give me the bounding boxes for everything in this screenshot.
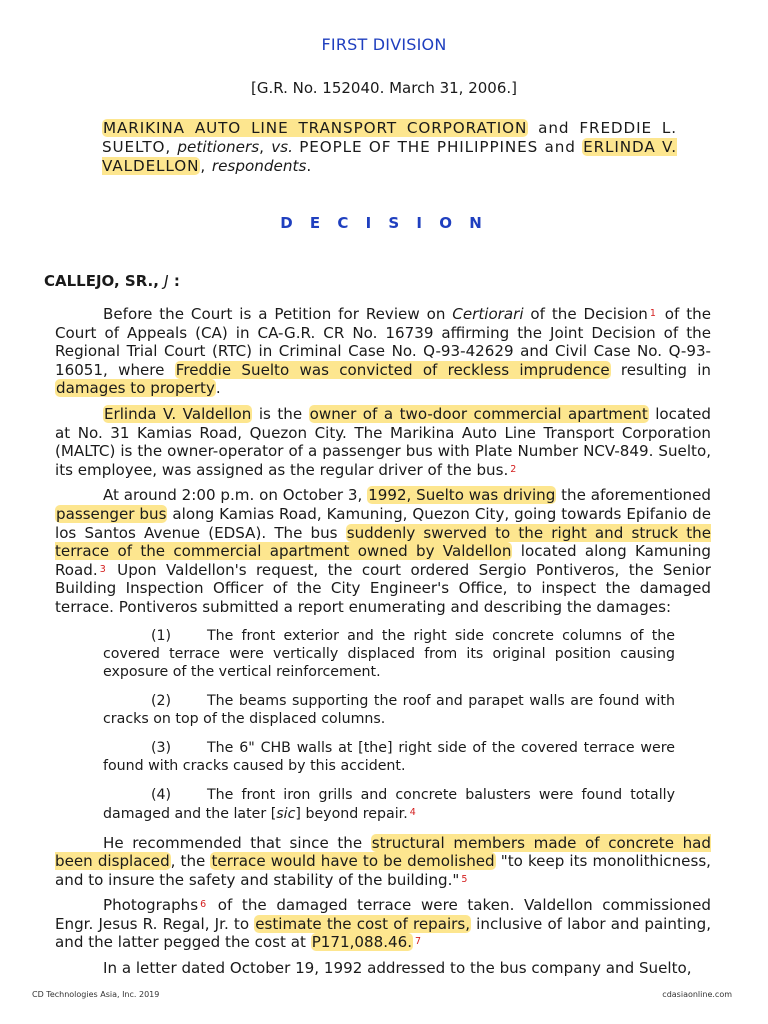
case-number: [G.R. No. 152040. March 31, 2006.] <box>250 79 518 97</box>
ponente: CALLEJO, SR., J : <box>44 272 180 290</box>
caption-respondents-label: respondents <box>211 157 307 175</box>
division-heading: FIRST DIVISION <box>321 35 447 54</box>
highlight[interactable]: estimate the cost of repairs, <box>255 914 471 933</box>
highlight-respondent-name[interactable]: ERLINDA V. VALDELLON <box>102 138 677 175</box>
caption-text: PEOPLE OF THE PHILIPPINES and <box>292 138 583 156</box>
caption-vs: vs. <box>271 138 293 156</box>
caption-text: and FREDDIE L. SUELTO, <box>102 119 677 156</box>
caption-petitioners-label: petitioners <box>177 138 260 156</box>
highlight[interactable]: Erlinda V. Valdellon <box>104 404 252 423</box>
highlight[interactable]: suddenly swerved to the right and struck the terrace of the commercial apartment owned by Valdellon <box>55 523 711 561</box>
footer-site: cdasiaonline.com <box>662 990 732 999</box>
paragraph-6: In a letter dated October 19, 1992 addressed to the bus company and Suelto, <box>103 959 692 978</box>
highlight[interactable]: P171,088.46. <box>311 933 413 952</box>
footnote-link[interactable]: 2 <box>510 463 517 475</box>
decision-body <box>55 305 711 985</box>
footnote-link[interactable]: 3 <box>99 563 106 575</box>
paragraph-3: At around 2:00 p.m. on October 3, 1992, Suelto was driving the aforementioned passenger bus along Kamias Road, Kamuning, Quezon City, going towards Epifanio de los Santos Avenue (EDSA). The bus suddenly swerved to the right and struck the terrace of the commercial apartment owned by Valdellon located along Kamuning Road. 3 Upon Valdellon's request, the court ordered Sergio Pontiveros, the Senior Building Inspection Officer of the City Engineer's Office, to inspect the damaged terrace. Pontiveros submitted a report enumerating and describing the damages: <box>55 486 712 616</box>
paragraph-5: Photographs 6 of the damaged terrace were taken. Valdellon commissioned Engr. Jesus R. Regal, Jr. to estimate the cost of repairs, inclusive of labor and painting, and the latter pegged the cost at P171,088.46. 7 <box>55 896 712 952</box>
ponente-name: CALLEJO, SR., <box>44 272 165 290</box>
list-item: (3) The 6" CHB walls at [the] right side of the covered terrace were found with cracks caused by this accident. <box>103 739 675 774</box>
highlight[interactable]: Freddie Suelto was convicted of reckless imprudence <box>175 360 610 379</box>
highlight-petitioner-company[interactable]: MARIKINA AUTO LINE TRANSPORT CORPORATION <box>103 119 528 137</box>
footnote-link[interactable]: 7 <box>415 936 422 948</box>
highlight[interactable]: structural members made of concrete had been displaced <box>55 833 711 871</box>
ponente-title: J <box>164 272 169 290</box>
decision-heading: D E C I S I O N <box>280 214 488 232</box>
footer-copyright: CD Technologies Asia, Inc. 2019 <box>32 990 160 999</box>
paragraph-1: Before the Court is a Petition for Review on Certiorari of the Decision 1 of the Court of Appeals (CA) in CA-G.R. CR No. 16739 affirming the Joint Decision of the Regional Trial Court (RTC) in Criminal Case No. Q-93-42629 and Civil Case No. Q-93-16051, where Freddie Suelto was convicted of reckless imprudence resulting in damages to property. <box>55 305 711 398</box>
paragraph-2: Erlinda V. Valdellon is the owner of a two-door commercial apartment located at No. 31 Kamias Road, Quezon City. The Marikina Auto Line Transport Corporation (MALTC) is the owner-operator of a passenger bus with Plate Number NCV-849. Suelto, its employee, was assigned as the regular driver of the bus. 2 <box>55 404 712 479</box>
highlight[interactable]: 1992, Suelto was driving <box>368 486 556 505</box>
damage-list <box>55 627 675 823</box>
list-item: (4) The front iron grills and concrete balusters were found totally damaged and the later [sic] beyond repair. $^4$ <box>103 786 675 822</box>
list-item: (1) The front exterior and the right side concrete columns of the covered terrace were vertically displaced from its original position causing exposure of the vertical reinforcement. <box>103 627 675 680</box>
footnote-link[interactable]: 6 <box>200 899 207 911</box>
paragraph-4: He recommended that since the structural members made of concrete had been displaced, the terrace would have to be demolished "to keep its monolithicness, and to insure the safety and stability of the building." 5 <box>55 833 711 889</box>
case-caption: MARIKINA AUTO LINE TRANSPORT CORPORATION and FREDDIE L. SUELTO, petitioners, vs. PEOPLE OF THE PHILIPPINES and ERLINDA V. VALDELLON, respondents. <box>102 119 677 175</box>
list-item: (2) The beams supporting the roof and parapet walls are found with cracks on top of the displaced columns. <box>103 692 675 727</box>
highlight[interactable]: terrace would have to be demolished <box>211 852 495 871</box>
footnote-link[interactable]: 5 <box>461 873 468 885</box>
highlight[interactable]: damages to property <box>56 379 215 398</box>
highlight[interactable]: owner of a two-door commercial apartment <box>309 404 648 423</box>
footnote-link[interactable]: 4 <box>409 806 416 818</box>
footnote-link[interactable]: 1 <box>649 308 656 319</box>
highlight[interactable]: passenger bus <box>56 504 167 523</box>
